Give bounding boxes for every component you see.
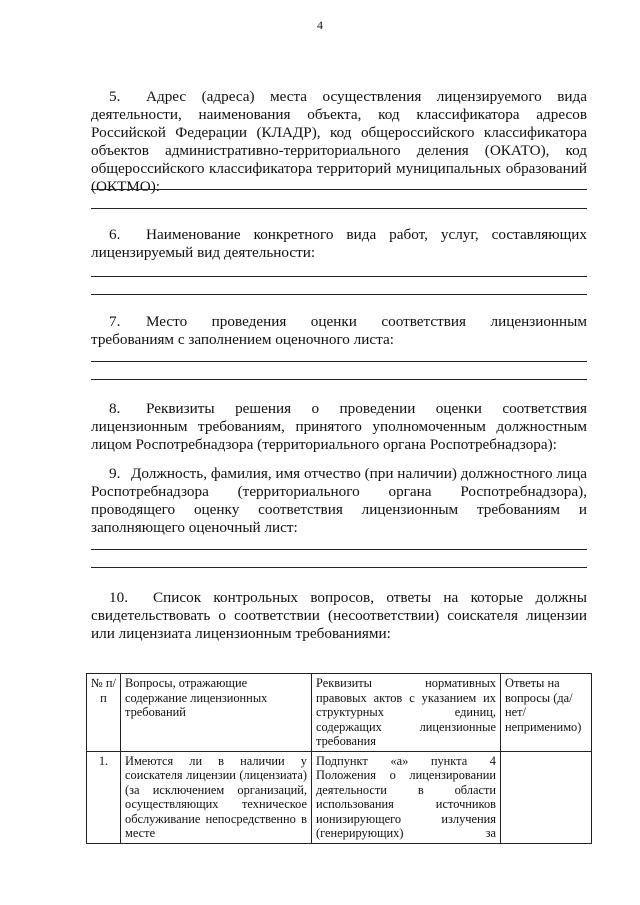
fill-in-line — [91, 189, 587, 190]
header-number: № п/п — [87, 674, 121, 752]
fill-in-line — [91, 549, 587, 550]
item-text: Место проведения оценки соответствия лицензионным требованиям с заполнением оценочного листа: — [91, 313, 587, 348]
row-answer[interactable] — [501, 751, 592, 843]
fill-in-line — [91, 208, 587, 209]
page-number: 4 — [317, 18, 323, 32]
table-row — [87, 751, 592, 843]
item-number: 8. — [109, 400, 121, 417]
item-6-text — [91, 226, 587, 262]
requirements-table — [86, 673, 592, 844]
item-10-text — [91, 589, 587, 643]
item-5-text — [91, 88, 587, 196]
fill-in-line — [91, 276, 587, 277]
header-acts: Реквизиты нормативных правовых актов с указанием их структурных единиц, содержащих лицензионные требования — [312, 674, 501, 752]
row-acts: Подпункт «а» пункта 4 Положения о лицензировании деятельности в области использования источников ионизирующего излучения (генерирующих) за — [312, 751, 501, 843]
fill-in-line — [91, 567, 587, 568]
item-number: 10. — [109, 589, 128, 606]
item-text: Наименование конкретного вида работ, услуг, составляющих лицензируемый вид деятельности: — [91, 226, 587, 261]
row-question: Имеются ли в наличии у соискателя лицензии (лицензиата) (за исключением организаций, осуществляющих техническое обслуживание непосредственно в месте — [121, 751, 312, 843]
item-text: Должность, фамилия, имя отчество (при наличии) должностного лица Роспотребнадзора (территориального органа Роспотребнадзора), проводящего оценку соответствия лицензионным требованиям и заполняющего оценочный лист: — [91, 465, 587, 536]
header-answers: Ответы на вопросы (да/нет/ неприменимо) — [501, 674, 592, 752]
fill-in-line — [91, 361, 587, 362]
item-text: Реквизиты решения о проведении оценки соответствия лицензионным требованиям, принятого уполномоченным должностным лицом Роспотребнадзора (территориального органа Роспотребнадзора): — [91, 400, 587, 453]
item-text: Список контрольных вопросов, ответы на которые должны свидетельствовать о соответствии (несоответствии) соискателя лицензии или лицензиата лицензионным требованиями: — [91, 589, 587, 642]
fill-in-line — [91, 294, 587, 295]
item-number: 5. — [109, 88, 121, 105]
item-number: 7. — [109, 313, 121, 330]
fill-in-line — [91, 379, 587, 380]
item-number: 6. — [109, 226, 121, 243]
header-questions: Вопросы, отражающие содержание лицензионных требований — [121, 674, 312, 752]
row-number: 1. — [87, 751, 121, 843]
item-8-text — [91, 400, 587, 454]
item-9-text — [91, 465, 587, 537]
item-text: Адрес (адреса) места осуществления лицензируемого вида деятельности, наименования объекта, код классификатора адресов Российской Федерации (КЛАДР), код общероссийского классификатора объектов административно-территориального деления (ОКАТО), код общероссийского классификатора территорий муниципальных образований (ОКТМО): — [91, 88, 587, 195]
table-header-row — [87, 674, 592, 752]
item-number: 9. — [109, 465, 121, 482]
item-7-text — [91, 313, 587, 349]
